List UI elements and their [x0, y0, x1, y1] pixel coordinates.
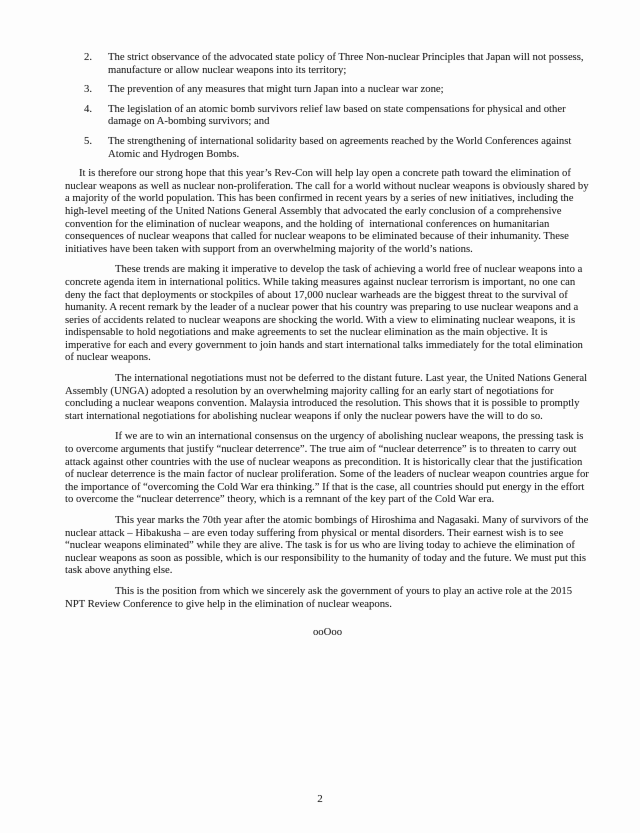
paragraph: This is the position from which we sincerely ask the government of yours to play an active role at the 2015 NPT Review Conference to give help in the elimination of nuclear weapons. — [65, 584, 573, 610]
list-item — [84, 135, 590, 160]
list-item-number: 2. — [84, 51, 93, 63]
list-item-text: The strengthening of international solidarity based on agreements reached by the World Conferences against Atomic and Hydrogen Bombs. — [108, 134, 572, 160]
page-number: 2 — [317, 793, 323, 805]
numbered-list — [65, 51, 590, 160]
list-item — [84, 83, 590, 96]
section-separator: ooOoo — [312, 626, 343, 639]
list-item-number: 3. — [84, 83, 93, 96]
list-item-text: The strict observance of the advocated state policy of Three Non-nuclear Principles that Japan will not possess, manufacture or allow nuclear weapons into its territory; — [108, 51, 584, 76]
list-item-text: The prevention of any measures that might turn Japan into a nuclear war zone; — [108, 83, 444, 96]
list-item-number: 5. — [84, 134, 93, 147]
paragraph: If we are to win an international consensus on the urgency of abolishing nuclear weapons, the pressing task is to overcome arguments that justify “nuclear deterrence”. The true aim of “nuclear deterrence” is to threaten to carry out attack against other countries with the use of nuclear weapons as precondition. It is historically clear that the justification of nuclear deterrence is the main factor of nuclear proliferation. Some of the leaders of nuclear weapon countries argue for the importance of “overcoming the Cold War era thinking.” If that is the case, all countries should put energy in the effort to overcome the “nuclear deterrence” theory, which is a remnant of the key part of the Cold War era. — [65, 430, 589, 506]
list-item — [84, 103, 590, 128]
paragraph: These trends are making it imperative to develop the task of achieving a world free of nuclear weapons into a concrete agenda item in international politics. While taking measures against nuclear terrorism is important, no one can deny the fact that deployments or stockpiles of about 17,000 nuclear warheads are the biggest threat to the survival of humanity. A recent remark by the leader of a nuclear power that his country was preparing to use nuclear weapons and a series of accidents related to nuclear weapons are shocking the world. With a view to eliminating nuclear weapons, it is indispensable to hold negotiations and make agreements to set the nuclear elimination as the main objective. It is imperative for each and every government to join hands and start international talks immediately for the total elimination of nuclear weapons. — [65, 263, 583, 364]
paragraph: This year marks the 70th year after the atomic bombings of Hiroshima and Nagasaki. Many of survivors of the nuclear attack – Hibakusha – are even today suffering from physical or mental disorders. Their earnest wish is to see “nuclear weapons eliminated” while they are alive. The task is for us who are living today to achieve the elimination of nuclear weapons as soon as possible, which is our responsibility to the humanity of today and the future. We must put this task above anything else. — [65, 514, 589, 577]
list-item-text: The legislation of an atomic bomb survivors relief law based on state compensations for physical and other damage on A-bombing survivors; and — [108, 102, 566, 128]
list-item-number: 4. — [84, 102, 93, 115]
document-body — [65, 51, 590, 639]
paragraph: The international negotiations must not be deferred to the distant future. Last year, the United Nations General Assembly (UNGA) adopted a resolution by an overwhelming majority calling for an early start of negotiations for concluding a nuclear weapons convention. Malaysia introduced the resolution. This shows that it is possible to promptly start international negotiations for abolishing nuclear weapons if only the nuclear powers have the will to do so. — [65, 372, 588, 422]
paragraph: It is therefore our strong hope that this year’s Rev-Con will help lay open a concrete path toward the elimination of nuclear weapons as well as nuclear non-proliferation. The call for a world without nuclear weapons is obviously shared by a majority of the world population. This has been confirmed in recent years by a series of new initiatives, including the high-level meeting of the United Nations General Assembly that advocated the early conclusion of a comprehensive convention for the elimination of nuclear weapons, and the holding of international conferences on humanitarian consequences of nuclear weapons that called for nuclear weapons to be eliminated because of their inhumanity. These initiatives have been taken with support from an overwhelming majority of the world’s nations. — [65, 167, 589, 255]
list-item — [84, 51, 590, 76]
